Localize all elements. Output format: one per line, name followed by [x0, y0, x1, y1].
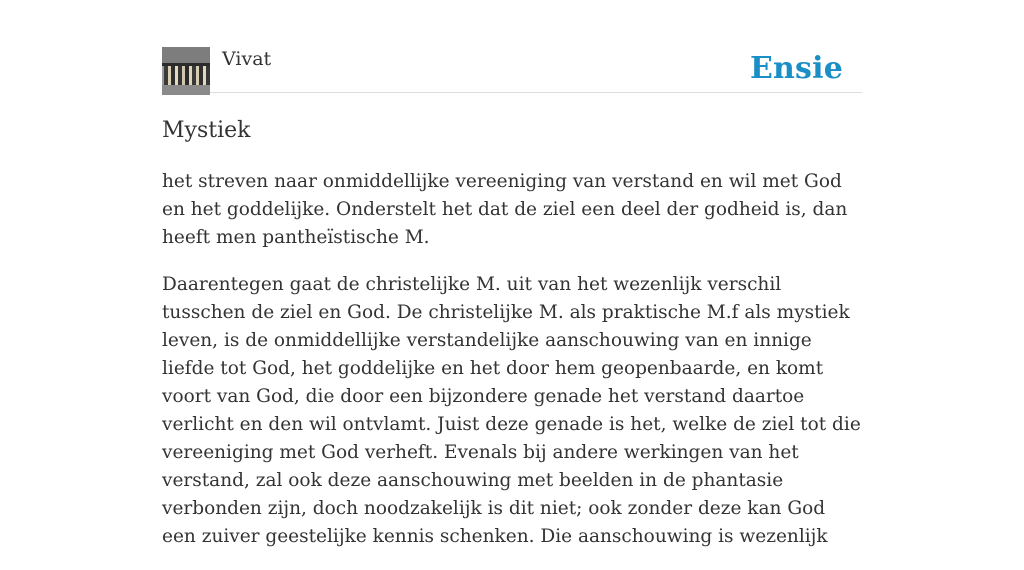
article-paragraph: het streven naar onmiddellijke vereeniging van verstand en wil met God en het goddelijke. Onderstelt het dat de ziel een deel der godheid is, dan heeft men pantheïstische M. [162, 171, 848, 248]
avatar[interactable] [162, 47, 210, 95]
author-link[interactable]: Vivat [222, 48, 272, 70]
ensie-logo-link[interactable]: Ensie [749, 51, 843, 86]
bookshelf-avatar-image [162, 47, 210, 95]
article-paragraph: Daarentegen gaat de christelijke M. uit van het wezenlijk verschil tusschen de ziel en God. De christelijke M. als praktische M.f als mystiek leven, is de onmiddellijke verstandelijke aanschouwing van en innige liefde tot God, het goddelijke en het door hem geopenbaarde, en komt voort van God, die door een bijzondere genade het verstand daartoe verlicht en den wil ontvlamt. Juist deze genade is het, welke de ziel tot die vereeniging met God verheft. Evenals bij andere werkingen van het verstand, zal ook deze aanschouwing met beelden in de phantasie verbonden zijn, doch noodzakelijk is dit niet; ook zonder deze kan God een zuiver geestelijke kennis schenken. Die aanschouwing is wezenlijk [162, 274, 861, 547]
article-body [162, 168, 862, 570]
article-title: Mystiek [162, 118, 251, 143]
header [162, 46, 862, 93]
